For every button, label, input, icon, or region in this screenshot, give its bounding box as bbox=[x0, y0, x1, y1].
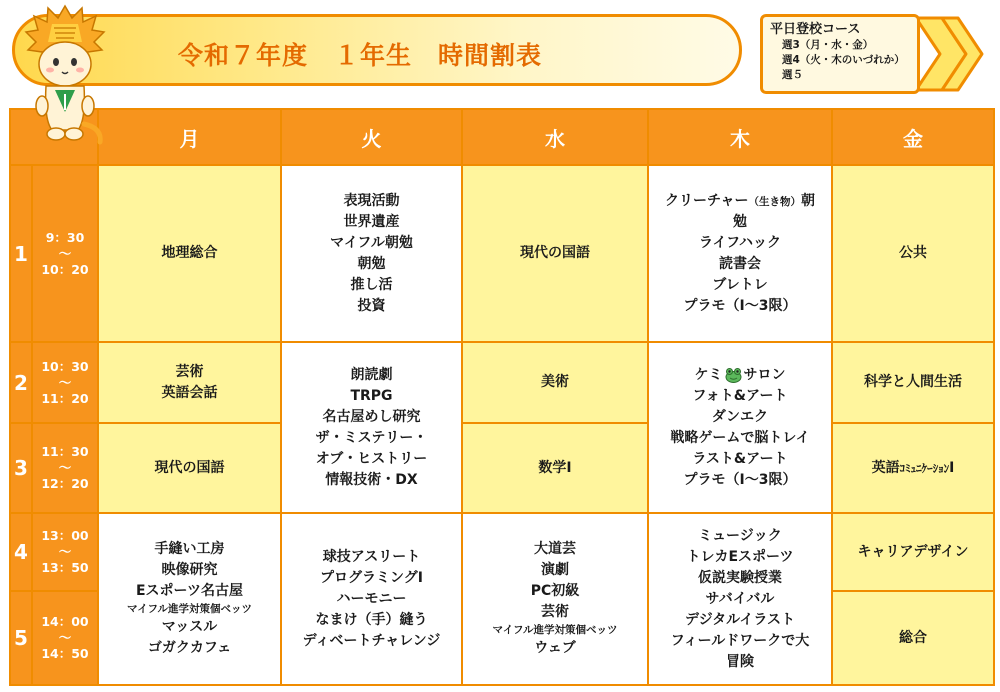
class-cell-tue-p1: 表現活動 世界遺産 マイフル朝勉 朝勉 推し活 投資 bbox=[281, 165, 462, 342]
class-cell-fri-p4: キャリアデザイン bbox=[832, 513, 994, 591]
day-header-thu: 木 bbox=[648, 109, 832, 165]
class-cell-mon-p1: 地理総合 bbox=[98, 165, 281, 342]
period-number: 5 bbox=[10, 591, 32, 685]
class-cell-tue-p2-3: 朗読劇 TRPG 名古屋めし研究 ザ・ミステリー・ オブ・ヒストリー 情報技術・DX bbox=[281, 342, 462, 513]
period-number: 2 bbox=[10, 342, 32, 423]
class-cell-fri-p3: 英語ｺﾐｭﾆｹｰｼｮﾝⅠ bbox=[832, 423, 994, 513]
course-info-box bbox=[760, 14, 920, 94]
course-option: 週3（月・水・金） bbox=[782, 39, 874, 51]
chevron-right-icon bbox=[912, 14, 988, 94]
class-cell-tue-p4-5: 球技アスリート プログラミングⅠ ハーモニー なまけ（手）縫う ディベートチャレンジ bbox=[281, 513, 462, 685]
period-number: 1 bbox=[10, 165, 32, 342]
class-cell-mon-p2: 芸術 英語会話 bbox=[98, 342, 281, 423]
period-time: 9：30 ～ 10：20 bbox=[32, 165, 98, 342]
class-cell-wed-p1: 現代の国語 bbox=[462, 165, 648, 342]
page-title: 令和７年度 １年生 時間割表 bbox=[178, 41, 543, 70]
class-cell-mon-p3: 現代の国語 bbox=[98, 423, 281, 513]
class-cell-thu-p2-3: ケミ サロン フォト&アート ダンエク 戦略ゲームで脳トレイ ラスト&アート プラモ（Ⅰ～3限） bbox=[648, 342, 832, 513]
period-row-1 bbox=[10, 165, 994, 342]
mascot-tiger-icon bbox=[22, 2, 108, 158]
period-time: 11：30 ～ 12：20 bbox=[32, 423, 98, 513]
frog-icon bbox=[725, 367, 742, 383]
day-header-row bbox=[10, 109, 994, 165]
class-cell-thu-p1: クリーチャー（生き物）朝 勉 ライフハック 読書会 ブレトレ プラモ（Ⅰ～3限） bbox=[648, 165, 832, 342]
class-cell-wed-p2: 美術 bbox=[462, 342, 648, 423]
course-option: 週５ bbox=[782, 69, 803, 81]
class-cell-fri-p5: 総合 bbox=[832, 591, 994, 685]
day-header-tue: 火 bbox=[281, 109, 462, 165]
timetable bbox=[9, 108, 995, 686]
day-header-mon: 月 bbox=[98, 109, 281, 165]
course-option: 週4（火・木のいづれか） bbox=[782, 54, 905, 66]
class-cell-mon-p4-5: 手縫い工房 映像研究 Eスポーツ名古屋 マイフル進学対策個ベッツ マッスル ゴガクカフェ bbox=[98, 513, 281, 685]
period-row-4 bbox=[10, 513, 994, 591]
period-row-3 bbox=[10, 423, 994, 513]
period-row-2 bbox=[10, 342, 994, 423]
class-cell-wed-p3: 数学Ⅰ bbox=[462, 423, 648, 513]
day-header-fri: 金 bbox=[832, 109, 994, 165]
period-time: 14：00 ～ 14：50 bbox=[32, 591, 98, 685]
course-title: 平日登校コース bbox=[770, 22, 861, 37]
period-time: 13：00 ～ 13：50 bbox=[32, 513, 98, 591]
period-time: 10：30 ～ 11：20 bbox=[32, 342, 98, 423]
day-header-wed: 水 bbox=[462, 109, 648, 165]
class-cell-wed-p4-5: 大道芸 演劇 PC初級 芸術 マイフル進学対策個ベッツ ウェブ bbox=[462, 513, 648, 685]
class-cell-fri-p1: 公共 bbox=[832, 165, 994, 342]
class-cell-thu-p4-5: ミュージック トレカEスポーツ 仮説実験授業 サバイバル デジタルイラスト フィールドワークで大 冒険 bbox=[648, 513, 832, 685]
class-cell-fri-p2: 科学と人間生活 bbox=[832, 342, 994, 423]
period-number: 3 bbox=[10, 423, 32, 513]
period-number: 4 bbox=[10, 513, 32, 591]
